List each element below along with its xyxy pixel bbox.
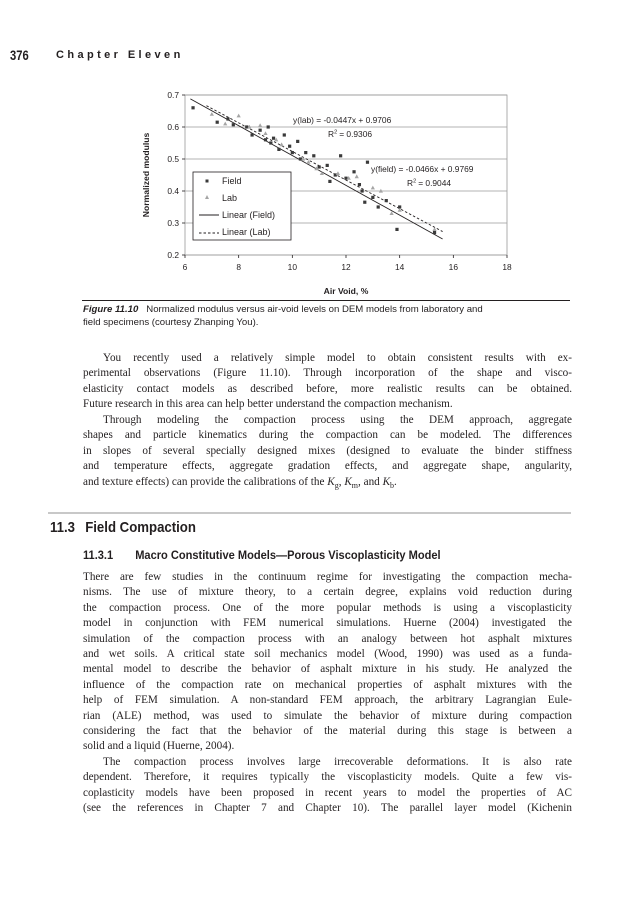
text-line: and wet soils. A critical state soil mechanics model (Wood, 1990) was used as a funda- [83, 648, 572, 661]
text-line: model in conjunction with FEM numerical simulations. Huerne (2004) investigated the [83, 617, 572, 630]
caption-rule [82, 300, 570, 301]
x-tick-label: 18 [502, 262, 512, 272]
legend-field-marker [206, 180, 209, 183]
lab-point [280, 142, 284, 146]
text-line: shapes and particle kinematics during the compaction can be modeled. The differences [83, 429, 572, 442]
text-line: and temperature effects, aggregate gradation effects, and aggregate shape, angularity, [83, 460, 572, 473]
text-line: (see the references in Chapter 7 and Chapter 10). The parallel layer model (Kichenin [83, 802, 572, 815]
field-point [339, 154, 342, 157]
page-number: 376 [10, 47, 29, 63]
text-line: There are few studies in the continuum regime for investigating the compaction mecha- [83, 571, 572, 583]
y-tick-label: 0.5 [167, 154, 179, 164]
intro-paragraph [83, 351, 572, 413]
legend [193, 172, 291, 240]
field-point [433, 231, 436, 234]
y-tick-label: 0.2 [167, 250, 179, 260]
text-line: help of FEM simulation. A non-standard FEM approach, the arbitrary Lagrangian Eule- [83, 694, 572, 707]
x-tick-label: 10 [287, 262, 297, 272]
text-line: elasticity contact models as described before, more realistic results can be obtained. [83, 382, 572, 395]
field-point [269, 141, 272, 144]
y-axis-label: Normalized modulus [141, 132, 151, 218]
field-point [363, 201, 366, 204]
field-point [326, 164, 329, 167]
text-line: influence of the compaction rate on mechanical properties of asphalt mixtures with the [83, 678, 572, 691]
subsection-heading: 11.3.1 Macro Constitutive Models—Porous Viscoplasticity Model [83, 548, 441, 562]
text-line: the compaction process. One of the more popular methods is using a viscoplasticity [83, 601, 572, 614]
caption-text-2: field specimens (courtesy Zhanping You). [83, 316, 259, 328]
text-line: simulation of the compaction process with an analogy between hot asphalt mixtures [83, 632, 572, 645]
field-point [226, 117, 229, 120]
y-tick-label: 0.6 [167, 122, 179, 132]
field-point [352, 170, 355, 173]
field-point [377, 205, 380, 208]
section-heading: 11.3 Field Compaction [50, 519, 196, 536]
lab-point [336, 171, 340, 175]
text-line: You recently used a relatively simple model to obtain consistent results with ex- [103, 352, 572, 364]
field-point [272, 137, 275, 140]
field-point [259, 129, 262, 132]
lab-point [223, 122, 227, 126]
text-line: The compaction process involves large irrecoverable deformations. It is also rate [103, 756, 572, 768]
text-line: nisms. The use of mixture theory, to a certain degree, explains void reduction during [83, 586, 572, 599]
text-line: perimental observations (Figure 11.10). Through incorporation of the shape and visco- [83, 367, 572, 380]
field-point [288, 145, 291, 148]
legend-lab-label: Lab [222, 193, 238, 203]
lab-point [237, 114, 241, 118]
field-point [361, 189, 364, 192]
lab-equation: y(lab) = -0.0447x + 0.9706 [293, 115, 392, 125]
field-r2-label: $R^2 = 0.9044$ [407, 178, 452, 188]
y-tick-label: 0.3 [167, 218, 179, 228]
figure-label: Figure 11.10 [83, 304, 139, 315]
text-line: solid and a liquid (Huerne, 2004). [83, 740, 235, 753]
caption-text-1: Normalized modulus versus air-void levels on DEM models from laboratory and [146, 304, 483, 315]
legend-linear-lab-label: Linear (Lab) [222, 227, 271, 237]
field-point [264, 138, 267, 141]
dem-paragraph [83, 413, 572, 493]
y-tick-label: 0.7 [167, 90, 179, 100]
figure-11-10-chart [138, 84, 518, 300]
text-line: dependent. Therefore, it requires typically the viscoplasticity models. Quite a few vis- [83, 771, 572, 784]
x-tick-label: 16 [448, 262, 458, 272]
field-point [371, 196, 374, 199]
text-line: in slopes of several specially designed mixes (designed to evaluate the binder stiffness [83, 444, 572, 457]
section-paragraph-2 [83, 755, 572, 817]
field-point [291, 151, 294, 154]
field-point [267, 125, 270, 128]
field-point [296, 140, 299, 143]
field-point [232, 123, 235, 126]
legend-linear-field-label: Linear (Field) [222, 210, 276, 220]
section-paragraph-1 [83, 570, 572, 755]
text-line: Future research in this area can help better understand the compaction mechanism. [83, 398, 453, 411]
lab-point [432, 227, 436, 231]
text-line-k-params: and texture effects) can provide the calibrations of the $K_g$, $K_m$, and $K_b$. [83, 475, 397, 490]
legend-field-label: Field [222, 176, 242, 186]
field-point [277, 148, 280, 151]
text-line: rian (ALE) method, was used to simulate the behavior of mixture during compaction [83, 709, 572, 722]
running-header-chapter: Chapter Eleven [56, 49, 184, 61]
field-point [358, 183, 361, 186]
figure-caption [83, 304, 573, 329]
x-axis-label: Air Void, % [323, 286, 369, 296]
lab-point [210, 112, 214, 116]
field-point [385, 199, 388, 202]
field-point [312, 154, 315, 157]
lab-point [371, 186, 375, 190]
lab-point [355, 174, 359, 178]
field-point [318, 165, 321, 168]
x-tick-label: 6 [182, 262, 188, 272]
field-point [328, 180, 331, 183]
field-point [366, 161, 369, 164]
field-point [250, 133, 253, 136]
lab-point [258, 123, 262, 127]
field-point [216, 121, 219, 124]
text-line: considering the fact that the behavior of the material during this stage is between a [83, 725, 572, 738]
field-point [395, 228, 398, 231]
x-tick-label: 12 [341, 262, 351, 272]
field-equation: y(field) = -0.0466x + 0.9769 [371, 164, 474, 174]
text-line: coplasticity models have been proposed in recent years to model the properties of AC [83, 786, 572, 799]
text-line: Through modeling the compaction process using the DEM approach, aggregate [103, 414, 572, 426]
lab-point [263, 131, 267, 135]
y-tick-label: 0.4 [167, 186, 179, 196]
field-point [283, 133, 286, 136]
field-point [191, 106, 194, 109]
x-tick-label: 8 [236, 262, 242, 272]
lab-r2-label: $R^2 = 0.9306$ [328, 129, 373, 139]
field-point [304, 151, 307, 154]
text-line: mental model to describe the behavior of asphalt mixture in his study. He analyzed the [83, 663, 572, 676]
x-tick-label: 14 [395, 262, 405, 272]
section-rule [48, 512, 571, 514]
